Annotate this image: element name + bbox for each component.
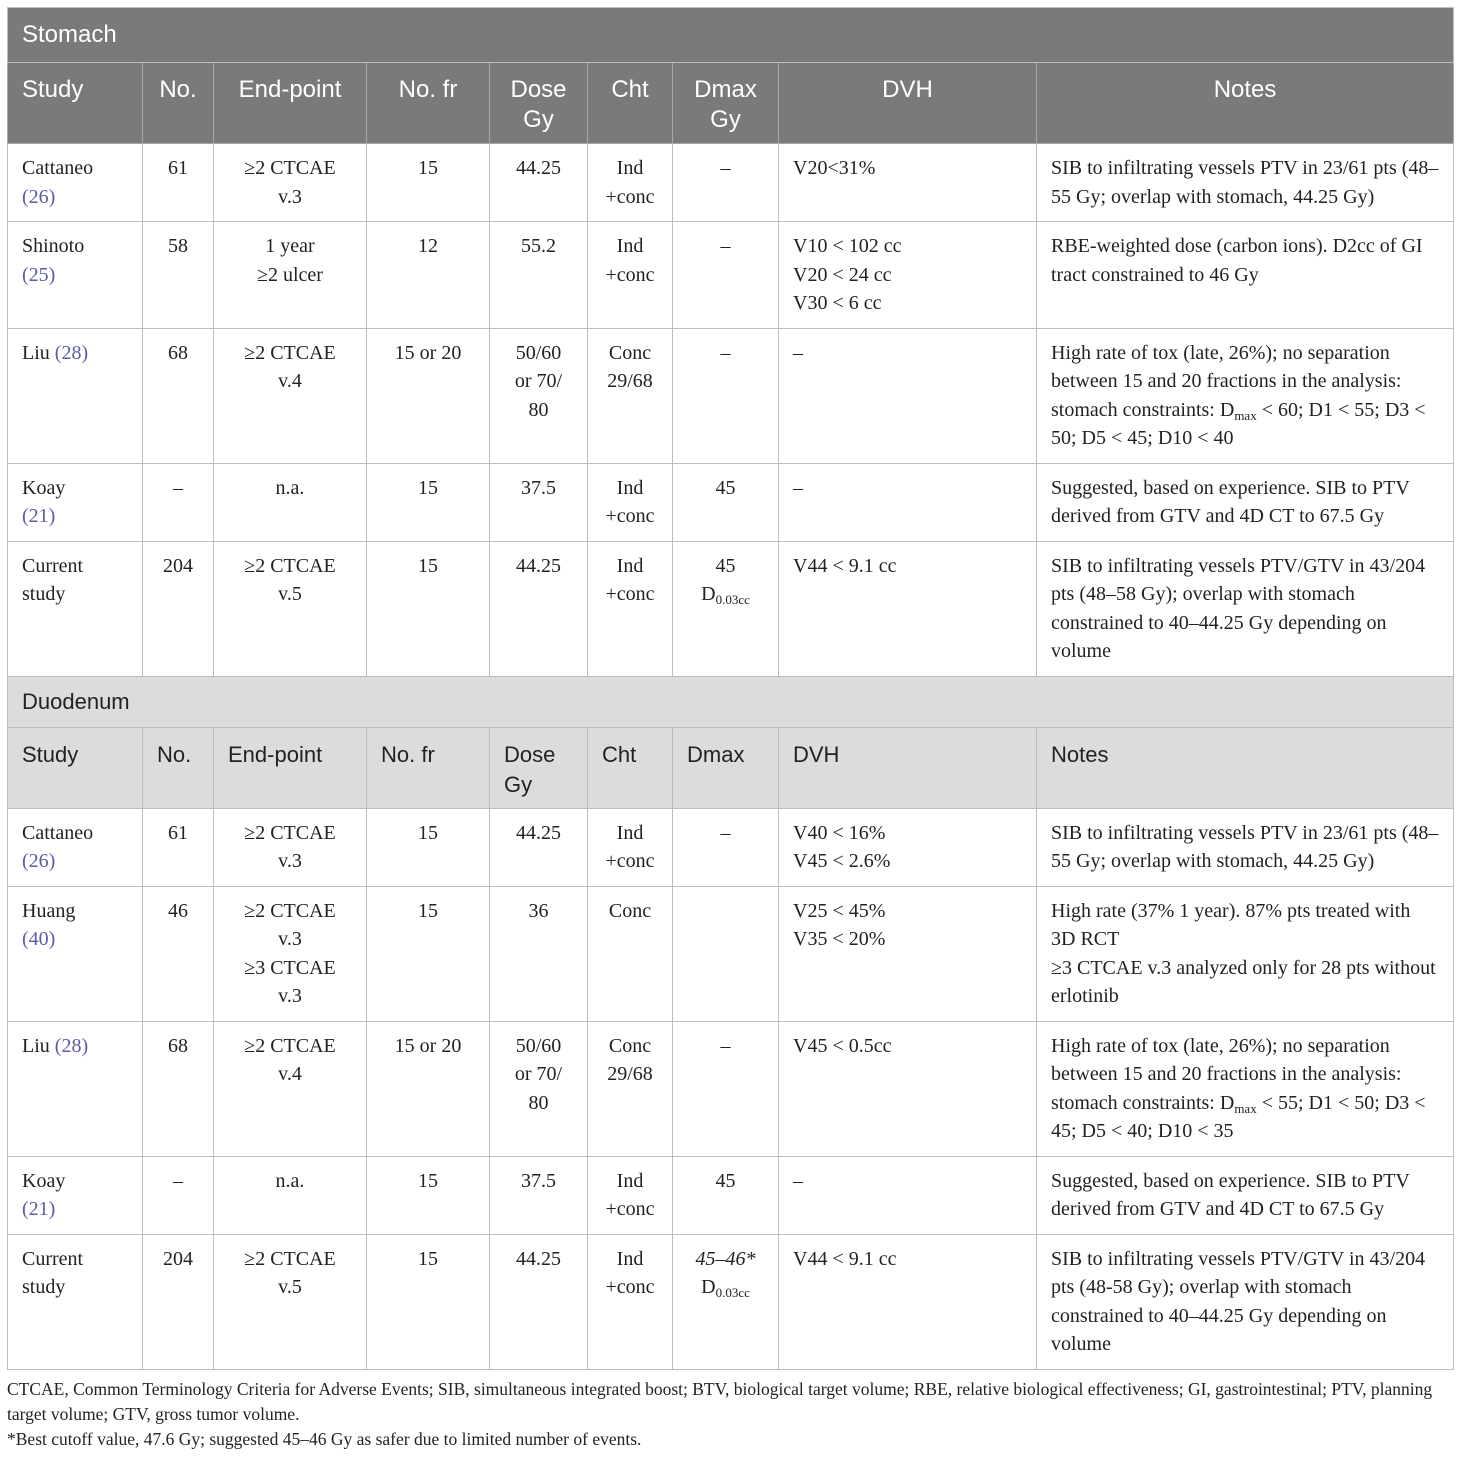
cell-line: ≥2 ulcer — [257, 263, 323, 286]
cell-line: V45 < 2.6% — [793, 850, 891, 872]
cell-dmax — [673, 1021, 779, 1156]
table-row — [8, 541, 1454, 676]
cell-no-fr: 15 — [367, 144, 490, 222]
cell-dvh — [779, 541, 1037, 676]
subscript: max — [1234, 1100, 1257, 1116]
cell-cht — [588, 144, 673, 222]
cell-line: +conc — [605, 505, 655, 527]
cell-notes — [1037, 1021, 1454, 1156]
table-row — [8, 1234, 1454, 1369]
cell-dmax — [673, 541, 779, 676]
section-label: Duodenum — [8, 676, 1454, 727]
cell-no: 61 — [143, 144, 214, 222]
cell-line: Current — [22, 1247, 84, 1270]
cell-line: (26) — [22, 850, 56, 872]
cell-endpoint — [214, 541, 367, 676]
cell-dmax — [673, 222, 779, 329]
cell-no-fr: 15 or 20 — [367, 328, 490, 463]
cell-line: v.3 — [278, 850, 302, 872]
cell-line: ≥3 CTCAE v.3 analyzed only for 28 pts without erlotinib — [1051, 956, 1436, 1007]
cell-line: V10 < 102 cc — [793, 235, 902, 257]
cell-text: High rate of tox (late, 26%); no separation between 15 and 20 fractions in the analysis: stomach constraints: D — [1051, 341, 1402, 421]
cell-line: n.a. — [275, 476, 305, 499]
cell-line: ≥2 CTCAE — [244, 554, 336, 577]
cell-line: Huang — [22, 899, 76, 922]
cell-line: (40) — [22, 928, 56, 950]
cell-dvh — [779, 463, 1037, 541]
table-row — [8, 1021, 1454, 1156]
cell-dose — [490, 1234, 588, 1369]
cell-text: < 60; D1 < 55; D3 < 50; D5 < 45; D10 < 40 — [1051, 398, 1426, 449]
column-header-end-point: End-point — [214, 63, 367, 144]
cell-text: SIB to infiltrating vessels PTV in 23/61 pts (48–55 Gy; overlap with stomach, 44.25 Gy) — [1051, 157, 1439, 208]
cell-notes — [1037, 1234, 1454, 1369]
cell-endpoint — [214, 1234, 367, 1369]
column-header-study: Study — [8, 63, 143, 144]
cell-dose — [490, 541, 588, 676]
cell-line: +conc — [605, 185, 655, 208]
cell-line: (26) — [22, 185, 56, 208]
cell-no-fr: 15 — [367, 541, 490, 676]
cell-line: Current — [22, 554, 84, 577]
cell-dmax — [673, 144, 779, 222]
cell-line: Shinoto — [22, 235, 85, 257]
cell-dose — [490, 1156, 588, 1234]
cell-line: (21) — [22, 1198, 56, 1220]
table-row — [8, 463, 1454, 541]
cell-endpoint — [214, 1021, 367, 1156]
cell-study — [8, 1234, 143, 1369]
cell-line: V40 < 16% — [793, 821, 886, 844]
cell-no: 68 — [143, 328, 214, 463]
cell-line: – — [793, 341, 803, 364]
cell-line: ≥2 CTCAE — [244, 1034, 336, 1057]
cell-line: 50/60 — [515, 1034, 562, 1057]
cell-line: v.3 — [278, 928, 302, 950]
reference-link: (28) — [54, 341, 89, 364]
cell-line: Ind — [616, 1247, 644, 1270]
cell-line: ≥2 CTCAE — [244, 1247, 336, 1270]
cell-line: ≥2 CTCAE — [244, 899, 336, 922]
cell-line: V44 < 9.1 cc — [793, 554, 897, 577]
column-header-cht: Cht — [588, 727, 673, 808]
table-footnotes — [7, 1377, 1453, 1452]
cell-line: Liu — [22, 1034, 50, 1057]
cell-dmax — [673, 886, 779, 1021]
cell-text: SIB to infiltrating vessels PTV/GTV in 43/204 pts (48–58 Gy); overlap with stomach constrained to 40–44.25 Gy depending on volume — [1051, 554, 1426, 662]
cell-line — [687, 580, 764, 609]
column-header-end-point: End-point — [214, 727, 367, 808]
cell-no-fr: 15 — [367, 1234, 490, 1369]
cell-line: V20 < 24 cc — [793, 263, 892, 286]
cell-study — [8, 886, 143, 1021]
cell-no: 204 — [143, 541, 214, 676]
cell-no: 58 — [143, 222, 214, 329]
cell-line: 36 — [528, 899, 549, 922]
cell-dose — [490, 1021, 588, 1156]
cell-no: 46 — [143, 886, 214, 1021]
column-header-no: No. — [143, 727, 214, 808]
cell-cht — [588, 886, 673, 1021]
cell-study — [8, 1156, 143, 1234]
cell-endpoint — [214, 808, 367, 886]
cell-notes — [1037, 463, 1454, 541]
cell-study — [8, 144, 143, 222]
cell-dmax — [673, 463, 779, 541]
cell-study — [8, 808, 143, 886]
dose-symbol: D — [701, 583, 716, 605]
cell-line: Koay — [22, 1169, 66, 1192]
cell-no: 204 — [143, 1234, 214, 1369]
cell-line: study — [22, 583, 66, 605]
cell-line: – — [720, 821, 731, 844]
cell-line: 50/60 — [515, 341, 562, 364]
cell-text: SIB to infiltrating vessels PTV/GTV in 43/204 pts (48-58 Gy); overlap with stomach constrained to 40–44.25 Gy depending on volume — [1051, 1247, 1426, 1355]
section-header-duodenum — [8, 676, 1454, 727]
cell-no: – — [143, 463, 214, 541]
table-row — [8, 1156, 1454, 1234]
cell-line: – — [720, 235, 731, 257]
cell-cht — [588, 328, 673, 463]
cell-line: – — [793, 1169, 803, 1192]
cell-cht — [588, 222, 673, 329]
cell-dose — [490, 463, 588, 541]
column-header-no-fr: No. fr — [367, 63, 490, 144]
cell-line: +conc — [605, 850, 655, 872]
cell-endpoint — [214, 463, 367, 541]
cell-no-fr: 15 — [367, 1156, 490, 1234]
cell-line: Ind — [616, 235, 644, 257]
cell-line: 37.5 — [521, 1169, 556, 1192]
column-header-study: Study — [8, 727, 143, 808]
cell-line: Conc — [608, 1034, 652, 1057]
cell-dose — [490, 328, 588, 463]
column-header-row — [8, 63, 1454, 144]
cell-text: High rate of tox (late, 26%); no separation between 15 and 20 fractions in the analysis: stomach constraints: D — [1051, 1034, 1402, 1114]
cell-line: Ind — [616, 821, 644, 844]
cell-line: Ind — [616, 476, 644, 499]
cell-no-fr: 15 — [367, 808, 490, 886]
cell-notes — [1037, 886, 1454, 1021]
table-row — [8, 222, 1454, 329]
asterisk-footnote: *Best cutoff value, 47.6 Gy; suggested 45–46 Gy as safer due to limited number of events. — [7, 1429, 642, 1449]
cell-line: Ind — [616, 554, 644, 577]
cell-line: V44 < 9.1 cc — [793, 1247, 897, 1270]
cell-line: ≥3 CTCAE — [244, 956, 336, 979]
stomach-section — [8, 8, 1454, 677]
section-label: Stomach — [8, 8, 1454, 63]
cell-line: ≥2 CTCAE — [244, 157, 336, 179]
column-header-dvh: DVH — [779, 63, 1037, 144]
cell-line: 37.5 — [521, 476, 556, 499]
column-header-dmax: Dmax — [673, 727, 779, 808]
cell-line: 45 — [715, 554, 736, 577]
cell-line: ≥2 CTCAE — [244, 821, 336, 844]
cell-dvh — [779, 222, 1037, 329]
column-header-cht: Cht — [588, 63, 673, 144]
cell-line: +conc — [605, 1276, 655, 1298]
cell-line: +conc — [605, 263, 655, 286]
cell-dvh — [779, 1156, 1037, 1234]
cell-line: 29/68 — [607, 370, 653, 392]
cell-line — [687, 1273, 764, 1302]
cell-line: +conc — [605, 583, 655, 605]
cell-line: v.4 — [278, 370, 302, 392]
cell-line: 44.25 — [516, 1247, 561, 1270]
cell-line: v.3 — [278, 185, 302, 208]
column-header-dmax: Dmax Gy — [673, 63, 779, 144]
cell-no-fr: 15 — [367, 463, 490, 541]
cell-line: (21) — [22, 505, 56, 527]
cell-text: SIB to infiltrating vessels PTV in 23/61 pts (48–55 Gy; overlap with stomach, 44.25 Gy) — [1051, 821, 1439, 872]
cell-line: 45 — [715, 1169, 736, 1192]
cell-line: 44.25 — [516, 821, 561, 844]
cell-cht — [588, 463, 673, 541]
cell-study — [8, 463, 143, 541]
cell-line: Conc — [608, 899, 652, 922]
section-header-stomach — [8, 8, 1454, 63]
cell-dmax — [673, 1156, 779, 1234]
table-container — [7, 7, 1453, 1370]
table-row — [8, 808, 1454, 886]
cell-line: study — [22, 1276, 66, 1298]
column-header-notes: Notes — [1037, 63, 1454, 144]
cell-line: ≥2 CTCAE — [244, 341, 336, 364]
cell-line: 45–46* — [695, 1247, 756, 1270]
cell-line: V30 < 6 cc — [793, 292, 882, 314]
cell-line: Liu — [22, 341, 50, 364]
cell-line: 80 — [528, 1091, 549, 1114]
cell-line: 45 — [715, 476, 736, 499]
column-header-no: No. — [143, 63, 214, 144]
cell-line: 29/68 — [607, 1063, 653, 1085]
cell-no: – — [143, 1156, 214, 1234]
cell-dose — [490, 144, 588, 222]
cell-cht — [588, 808, 673, 886]
cell-line: 55.2 — [521, 235, 556, 257]
column-header-dose-gy: Dose Gy — [490, 63, 588, 144]
cell-line: 44.25 — [516, 554, 561, 577]
cell-line: V35 < 20% — [793, 928, 886, 950]
cell-line: Cattaneo — [22, 157, 94, 179]
cell-notes — [1037, 144, 1454, 222]
cell-line: n.a. — [275, 1169, 305, 1192]
cell-line: – — [793, 476, 803, 499]
cell-endpoint — [214, 222, 367, 329]
cell-dvh — [779, 886, 1037, 1021]
cell-text: < 55; D1 < 50; D3 < 45; D5 < 40; D10 < 35 — [1051, 1091, 1426, 1142]
cell-no-fr: 15 — [367, 886, 490, 1021]
cell-no-fr: 15 or 20 — [367, 1021, 490, 1156]
cell-line: V25 < 45% — [793, 899, 886, 922]
cell-line: V45 < 0.5cc — [793, 1034, 892, 1057]
cell-study — [8, 541, 143, 676]
cell-dose — [490, 808, 588, 886]
column-header-row — [8, 727, 1454, 808]
cell-text: RBE-weighted dose (carbon ions). D2cc of GI tract constrained to 46 Gy — [1051, 235, 1423, 286]
cell-line: v.3 — [278, 985, 302, 1007]
cell-endpoint — [214, 328, 367, 463]
cell-line: or 70/ — [514, 1063, 563, 1085]
abbreviations-footnote: CTCAE, Common Terminology Criteria for Adverse Events; SIB, simultaneous integrated boost; BTV, biological target volume; RBE, relative biological effectiveness; GI, gastrointestinal; PTV, planning target volume; GTV, gross tumor volume. — [7, 1379, 1433, 1424]
cell-text: Suggested, based on experience. SIB to PTV derived from GTV and 4D CT to 67.5 Gy — [1051, 1169, 1410, 1220]
cell-notes — [1037, 1156, 1454, 1234]
cell-dose — [490, 886, 588, 1021]
cell-notes — [1037, 328, 1454, 463]
table-row — [8, 144, 1454, 222]
subscript: 0.03cc — [715, 592, 750, 607]
cell-line: 80 — [528, 398, 549, 421]
table-row — [8, 886, 1454, 1021]
cell-dvh — [779, 808, 1037, 886]
cell-no-fr: 12 — [367, 222, 490, 329]
cell-line: – — [720, 1034, 731, 1057]
cell-line: High rate (37% 1 year). 87% pts treated with 3D RCT — [1051, 899, 1411, 950]
cell-no: 68 — [143, 1021, 214, 1156]
cell-dvh — [779, 1021, 1037, 1156]
cell-study — [8, 222, 143, 329]
duodenum-section — [8, 676, 1454, 1369]
cell-line: V20<31% — [793, 157, 876, 179]
cell-endpoint — [214, 1156, 367, 1234]
cell-line: Ind — [616, 157, 644, 179]
subscript: 0.03cc — [715, 1285, 750, 1300]
cell-dvh — [779, 328, 1037, 463]
cell-dvh — [779, 144, 1037, 222]
column-header-dose-gy: Dose Gy — [490, 727, 588, 808]
dose-symbol: D — [701, 1276, 716, 1298]
cell-line: 1 year — [265, 235, 315, 257]
cell-line: Ind — [616, 1169, 644, 1192]
cell-line: – — [720, 157, 731, 179]
cell-endpoint — [214, 886, 367, 1021]
cell-dose — [490, 222, 588, 329]
column-header-no-fr: No. fr — [367, 727, 490, 808]
cell-cht — [588, 1234, 673, 1369]
cell-line: v.5 — [278, 583, 302, 605]
cell-dvh — [779, 1234, 1037, 1369]
cell-study — [8, 1021, 143, 1156]
column-header-dvh: DVH — [779, 727, 1037, 808]
cell-line: 44.25 — [516, 157, 561, 179]
cell-endpoint — [214, 144, 367, 222]
cell-line: v.4 — [278, 1063, 302, 1085]
cell-notes — [1037, 808, 1454, 886]
cell-text: Suggested, based on experience. SIB to PTV derived from GTV and 4D CT to 67.5 Gy — [1051, 476, 1410, 527]
cell-dmax — [673, 328, 779, 463]
cell-cht — [588, 1021, 673, 1156]
cell-dmax — [673, 808, 779, 886]
cell-no: 61 — [143, 808, 214, 886]
cell-line: Cattaneo — [22, 821, 94, 844]
toxicity-table — [7, 7, 1454, 1370]
reference-link: (28) — [54, 1034, 89, 1057]
cell-line: Koay — [22, 476, 66, 499]
cell-line: Conc — [608, 341, 652, 364]
cell-notes — [1037, 222, 1454, 329]
cell-line: – — [720, 341, 731, 364]
cell-dmax — [673, 1234, 779, 1369]
cell-line: v.5 — [278, 1276, 302, 1298]
subscript: max — [1234, 407, 1257, 423]
cell-line: (25) — [22, 263, 56, 286]
column-header-notes: Notes — [1037, 727, 1454, 808]
table-row — [8, 328, 1454, 463]
cell-line: or 70/ — [514, 370, 563, 392]
cell-notes — [1037, 541, 1454, 676]
cell-line: +conc — [605, 1198, 655, 1220]
cell-cht — [588, 541, 673, 676]
cell-cht — [588, 1156, 673, 1234]
cell-study — [8, 328, 143, 463]
